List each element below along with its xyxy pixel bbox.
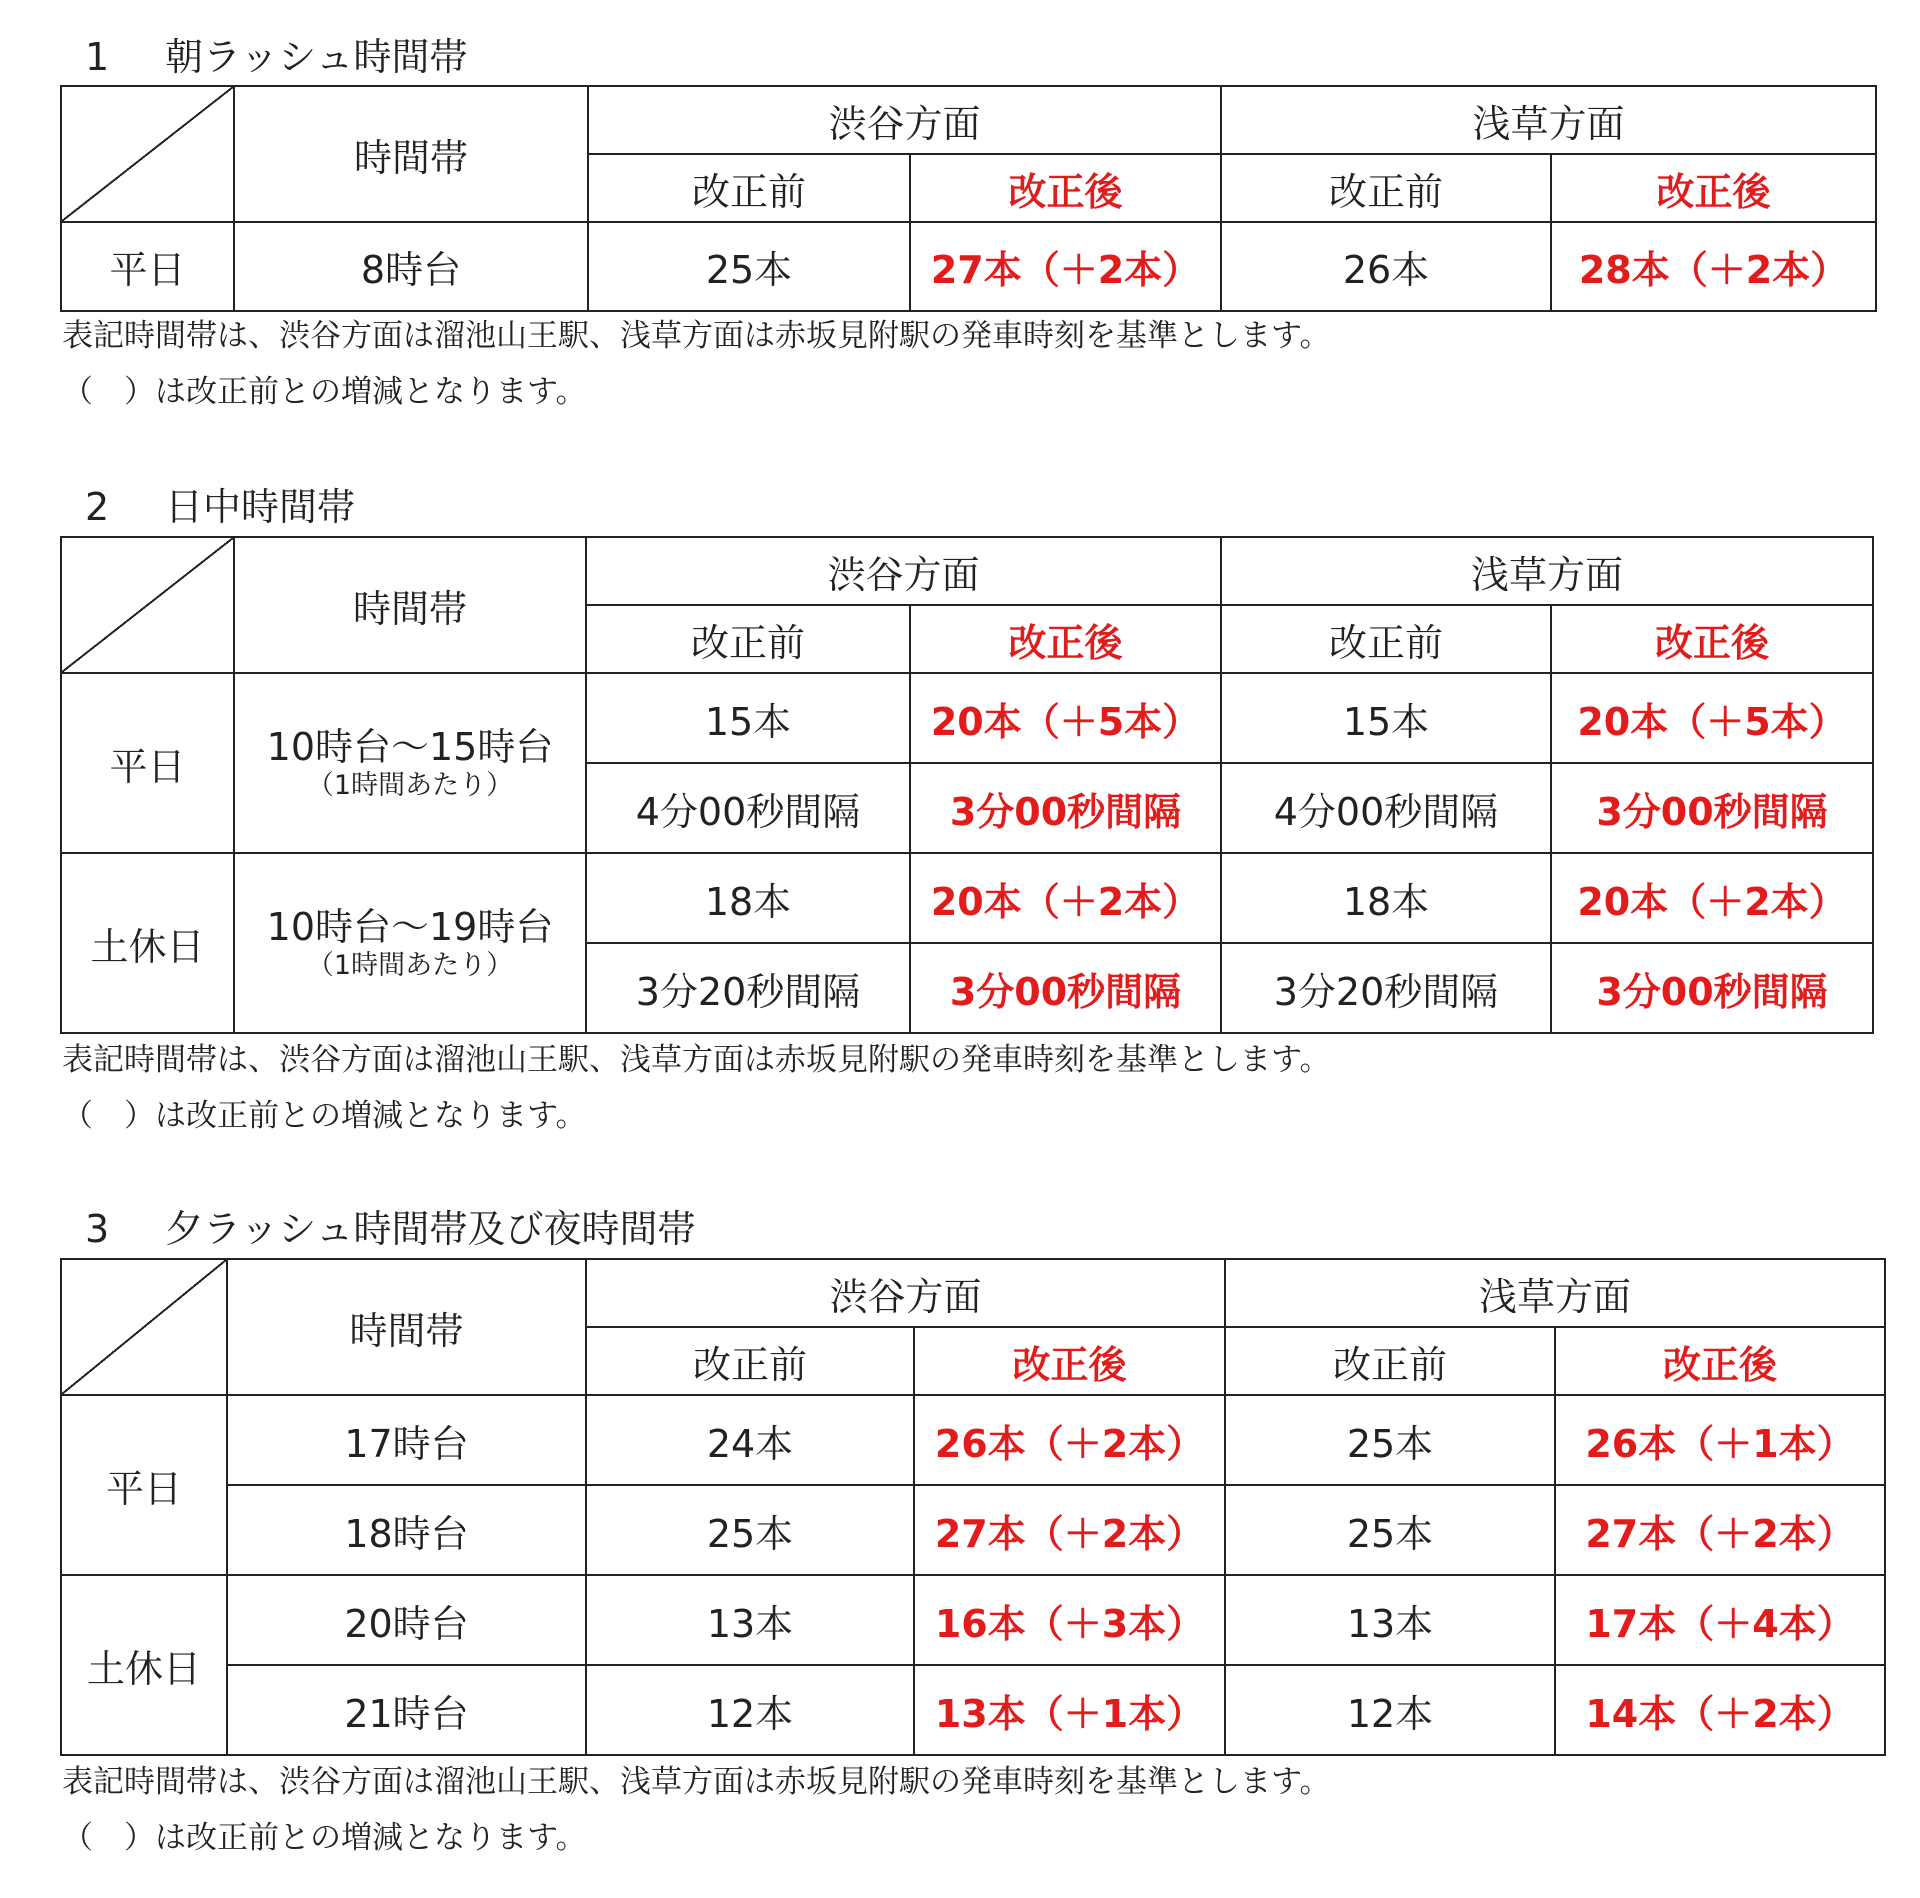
day-type: 平日	[61, 1395, 227, 1575]
shibuya-header: 渋谷方面	[588, 86, 1221, 154]
asakusa-before-interval: 3分20秒間隔	[1221, 943, 1551, 1033]
day-type: 平日	[61, 222, 234, 311]
shibuya-after-header: 改正後	[914, 1327, 1225, 1395]
asakusa-before-header: 改正前	[1221, 605, 1551, 673]
shibuya-after: 20本（＋2本）	[910, 853, 1221, 943]
asakusa-before: 18本	[1221, 853, 1551, 943]
shibuya-after-header: 改正後	[910, 154, 1221, 222]
asakusa-before-interval: 4分00秒間隔	[1221, 763, 1551, 853]
evening-night-table	[60, 1258, 1886, 1756]
section-title-text: 朝ラッシュ時間帯	[165, 35, 468, 79]
note-station-basis: 表記時間帯は、渋谷方面は溜池山王駅、浅草方面は赤坂見附駅の発車時刻を基準とします。	[62, 1042, 1331, 1078]
time-band-header: 時間帯	[227, 1259, 586, 1395]
shibuya-after: 13本（＋1本）	[914, 1665, 1225, 1755]
asakusa-header: 浅草方面	[1221, 537, 1873, 605]
asakusa-header: 浅草方面	[1221, 86, 1876, 154]
shibuya-before: 13本	[586, 1575, 914, 1665]
section-number: 2	[85, 485, 110, 529]
shibuya-before: 25本	[588, 222, 910, 311]
time-band: 17時台	[227, 1395, 586, 1485]
shibuya-before-interval: 3分20秒間隔	[586, 943, 910, 1033]
asakusa-before: 15本	[1221, 673, 1551, 763]
table-row	[61, 1395, 1885, 1485]
table-row	[61, 1575, 1885, 1665]
section-title-text: 日中時間帯	[165, 485, 356, 529]
asakusa-after: 20本（＋5本）	[1551, 673, 1873, 763]
asakusa-after-interval: 3分00秒間隔	[1551, 943, 1873, 1033]
time-band: 21時台	[227, 1665, 586, 1755]
note-parentheses: （ ）は改正前との増減となります。	[62, 1098, 587, 1134]
table-row	[61, 673, 1873, 763]
time-band-sub: （1時間あたり）	[306, 950, 514, 981]
asakusa-before-header: 改正前	[1221, 154, 1551, 222]
time-band-header: 時間帯	[234, 537, 586, 673]
corner-cell	[61, 1259, 227, 1395]
shibuya-after-interval: 3分00秒間隔	[910, 763, 1221, 853]
asakusa-before: 26本	[1221, 222, 1551, 311]
shibuya-before: 15本	[586, 673, 910, 763]
asakusa-after-interval: 3分00秒間隔	[1551, 763, 1873, 853]
section-title-text: 夕ラッシュ時間帯及び夜時間帯	[165, 1207, 696, 1251]
section-title	[85, 1204, 695, 1254]
shibuya-after-interval: 3分00秒間隔	[910, 943, 1221, 1033]
shibuya-before-header: 改正前	[588, 154, 910, 222]
time-band-main: 10時台～15時台	[266, 725, 554, 769]
asakusa-before-header: 改正前	[1225, 1327, 1555, 1395]
morning-rush-table	[60, 85, 1877, 312]
shibuya-after: 27本（＋2本）	[914, 1485, 1225, 1575]
shibuya-after-header: 改正後	[910, 605, 1221, 673]
corner-cell	[61, 537, 234, 673]
asakusa-after: 14本（＋2本）	[1555, 1665, 1885, 1755]
shibuya-before: 24本	[586, 1395, 914, 1485]
asakusa-after: 20本（＋2本）	[1551, 853, 1873, 943]
note-parentheses: （ ）は改正前との増減となります。	[62, 1820, 587, 1856]
asakusa-after: 27本（＋2本）	[1555, 1485, 1885, 1575]
day-type: 土休日	[61, 853, 234, 1033]
time-band-header: 時間帯	[234, 86, 588, 222]
shibuya-before-header: 改正前	[586, 1327, 914, 1395]
shibuya-before-interval: 4分00秒間隔	[586, 763, 910, 853]
shibuya-header: 渋谷方面	[586, 1259, 1225, 1327]
section-title	[85, 482, 355, 532]
time-band	[234, 853, 586, 1033]
shibuya-header: 渋谷方面	[586, 537, 1221, 605]
asakusa-before: 25本	[1225, 1485, 1555, 1575]
shibuya-after: 16本（＋3本）	[914, 1575, 1225, 1665]
shibuya-after: 27本（＋2本）	[910, 222, 1221, 311]
asakusa-after-header: 改正後	[1551, 154, 1876, 222]
table-row	[61, 1485, 1885, 1575]
asakusa-before: 25本	[1225, 1395, 1555, 1485]
time-band: 8時台	[234, 222, 588, 311]
shibuya-before: 18本	[586, 853, 910, 943]
shibuya-before: 12本	[586, 1665, 914, 1755]
table-row	[61, 853, 1873, 943]
asakusa-after-header: 改正後	[1555, 1327, 1885, 1395]
asakusa-before: 13本	[1225, 1575, 1555, 1665]
asakusa-after: 17本（＋4本）	[1555, 1575, 1885, 1665]
corner-cell	[61, 86, 234, 222]
table-row	[61, 222, 1876, 311]
asakusa-before: 12本	[1225, 1665, 1555, 1755]
day-type: 平日	[61, 673, 234, 853]
note-parentheses: （ ）は改正前との増減となります。	[62, 374, 587, 410]
note-station-basis: 表記時間帯は、渋谷方面は溜池山王駅、浅草方面は赤坂見附駅の発車時刻を基準とします。	[62, 318, 1331, 354]
asakusa-after: 28本（＋2本）	[1551, 222, 1876, 311]
section-title	[85, 32, 467, 82]
asakusa-after-header: 改正後	[1551, 605, 1873, 673]
section-number: 3	[85, 1207, 110, 1251]
time-band-sub: （1時間あたり）	[306, 770, 514, 801]
day-type: 土休日	[61, 1575, 227, 1755]
time-band	[234, 673, 586, 853]
asakusa-header: 浅草方面	[1225, 1259, 1885, 1327]
time-band-main: 10時台～19時台	[266, 905, 554, 949]
asakusa-after: 26本（＋1本）	[1555, 1395, 1885, 1485]
time-band: 20時台	[227, 1575, 586, 1665]
time-band: 18時台	[227, 1485, 586, 1575]
section-number: 1	[85, 35, 110, 79]
shibuya-after: 26本（＋2本）	[914, 1395, 1225, 1485]
shibuya-after: 20本（＋5本）	[910, 673, 1221, 763]
table-row	[61, 1665, 1885, 1755]
shibuya-before: 25本	[586, 1485, 914, 1575]
note-station-basis: 表記時間帯は、渋谷方面は溜池山王駅、浅草方面は赤坂見附駅の発車時刻を基準とします。	[62, 1764, 1331, 1800]
daytime-table	[60, 536, 1874, 1034]
shibuya-before-header: 改正前	[586, 605, 910, 673]
